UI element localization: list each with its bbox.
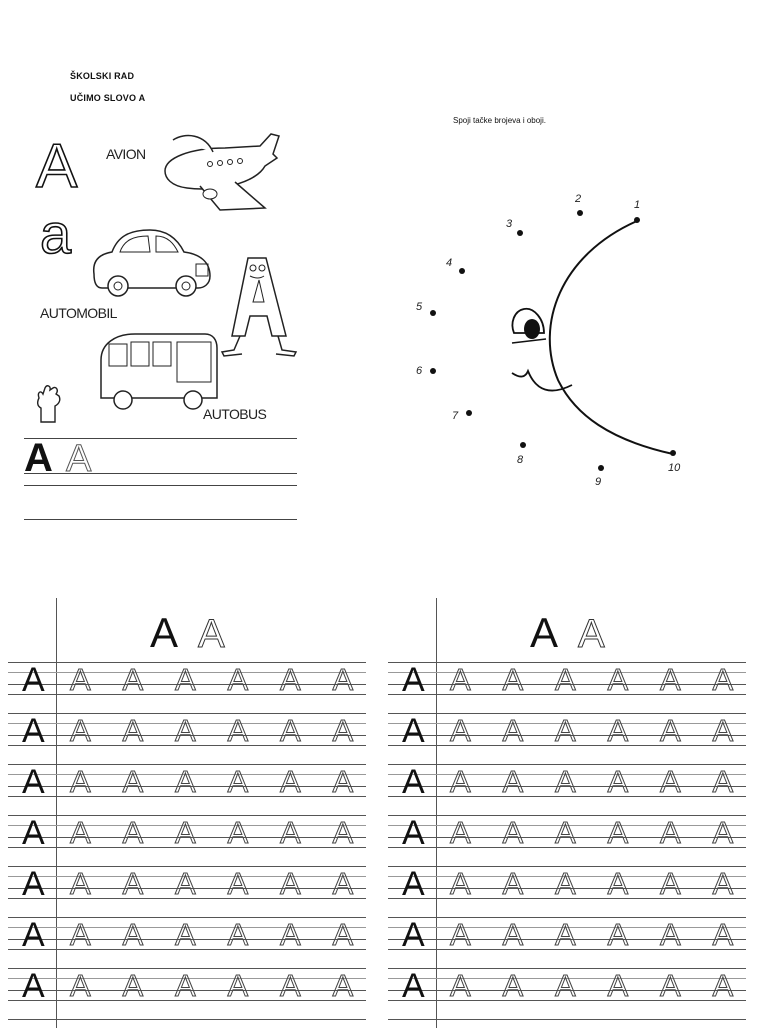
row-letter-dotted: A xyxy=(607,662,629,697)
row-letter-dotted: A xyxy=(122,764,144,799)
row-letter-dotted: A xyxy=(450,968,471,1003)
row-letter-dotted: A xyxy=(332,713,354,748)
row-letter-dotted: A xyxy=(660,662,681,697)
row-letter-dotted: A xyxy=(555,713,576,748)
row-letter-dotted: A xyxy=(660,815,681,850)
row-letter-dotted: A xyxy=(712,662,734,697)
word-automobil: AUTOMOBIL xyxy=(40,305,117,321)
row-letter-solid: A xyxy=(22,763,45,801)
row-letter-dotted: A xyxy=(332,764,354,799)
svg-text:A: A xyxy=(36,132,78,201)
dot-to-dot-instruction: Spoji tačke brojeva i oboji. xyxy=(453,116,546,125)
row-letter-dotted: A xyxy=(70,662,91,697)
row-letter-dotted: A xyxy=(502,968,524,1003)
row-letter-dotted: A xyxy=(555,662,576,697)
row-letter-dotted: A xyxy=(555,917,576,952)
page-subtitle: UČIMO SLOVO A xyxy=(70,93,146,103)
row-letter-dotted: A xyxy=(450,662,471,697)
row-letter-dotted: A xyxy=(227,917,249,952)
word-avion: AVION xyxy=(106,146,146,162)
row-letter-dotted: A xyxy=(502,815,524,850)
page-title: ŠKOLSKI RAD xyxy=(70,71,135,81)
header-letter-solid: A xyxy=(530,609,559,656)
row-letter-solid: A xyxy=(22,661,45,699)
row-letter-dotted: A xyxy=(280,764,301,799)
row-letter-dotted: A xyxy=(332,815,354,850)
svg-text:a: a xyxy=(40,202,72,265)
row-letter-dotted: A xyxy=(332,968,354,1003)
row-letter-dotted: A xyxy=(712,713,734,748)
row-letter-dotted: A xyxy=(555,866,576,901)
row-letter-solid: A xyxy=(402,763,425,801)
row-letter-solid: A xyxy=(402,967,425,1005)
header-letter-solid: A xyxy=(150,609,179,656)
dot-number-2: 2 xyxy=(575,193,582,205)
row-letter-dotted: A xyxy=(502,764,524,799)
row-letter-dotted: A xyxy=(607,764,629,799)
row-letter-dotted: A xyxy=(555,968,576,1003)
row-letter-solid: A xyxy=(22,712,45,750)
row-letter-solid: A xyxy=(22,916,45,954)
row-letter-dotted: A xyxy=(332,866,354,901)
dot-number-8: 8 xyxy=(517,454,524,466)
row-letter-dotted: A xyxy=(122,917,144,952)
row-letter-dotted: A xyxy=(502,713,524,748)
row-letter-dotted: A xyxy=(660,866,681,901)
row-letter-dotted: A xyxy=(175,917,196,952)
row-letter-dotted: A xyxy=(607,713,629,748)
row-letter-dotted: A xyxy=(450,764,471,799)
header-letter-dotted: A xyxy=(198,612,225,656)
row-letter-solid: A xyxy=(402,814,425,852)
row-letter-dotted: A xyxy=(122,968,144,1003)
row-letter-dotted: A xyxy=(175,713,196,748)
row-letter-dotted: A xyxy=(712,764,734,799)
row-letter-dotted: A xyxy=(712,917,734,952)
row-letter-dotted: A xyxy=(70,968,91,1003)
row-letter-dotted: A xyxy=(227,968,249,1003)
trace-letter-dotted: A xyxy=(66,438,92,480)
row-letter-dotted: A xyxy=(450,917,471,952)
row-letter-dotted: A xyxy=(122,866,144,901)
row-letter-dotted: A xyxy=(280,866,301,901)
header-letter-dotted: A xyxy=(578,612,605,656)
row-letter-dotted: A xyxy=(70,917,91,952)
row-letter-dotted: A xyxy=(227,713,249,748)
dot-number-6: 6 xyxy=(416,365,423,377)
dot-number-4: 4 xyxy=(446,257,453,269)
dot-number-7: 7 xyxy=(452,410,459,422)
dot-number-5: 5 xyxy=(416,301,423,313)
row-letter-dotted: A xyxy=(280,662,301,697)
row-letter-dotted: A xyxy=(122,815,144,850)
row-letter-dotted: A xyxy=(175,815,196,850)
row-letter-solid: A xyxy=(22,865,45,903)
row-letter-dotted: A xyxy=(70,713,91,748)
row-letter-dotted: A xyxy=(122,662,144,697)
row-letter-dotted: A xyxy=(332,662,354,697)
row-letter-solid: A xyxy=(22,814,45,852)
row-letter-dotted: A xyxy=(175,866,196,901)
row-letter-dotted: A xyxy=(450,815,471,850)
row-letter-solid: A xyxy=(402,865,425,903)
trace-letter-solid: A xyxy=(24,436,53,480)
row-letter-dotted: A xyxy=(660,764,681,799)
row-letter-dotted: A xyxy=(227,662,249,697)
row-letter-dotted: A xyxy=(227,866,249,901)
row-letter-dotted: A xyxy=(175,662,196,697)
row-letter-dotted: A xyxy=(280,917,301,952)
dot-number-10: 10 xyxy=(668,462,681,474)
row-letter-dotted: A xyxy=(607,815,629,850)
row-letter-solid: A xyxy=(402,916,425,954)
row-letter-dotted: A xyxy=(502,917,524,952)
row-letter-dotted: A xyxy=(70,866,91,901)
row-letter-dotted: A xyxy=(607,866,629,901)
row-letter-dotted: A xyxy=(122,713,144,748)
row-letter-dotted: A xyxy=(175,968,196,1003)
row-letter-dotted: A xyxy=(555,764,576,799)
row-letter-dotted: A xyxy=(502,662,524,697)
guide-line xyxy=(8,1019,366,1020)
row-letter-dotted: A xyxy=(227,764,249,799)
dot-number-9: 9 xyxy=(595,476,602,488)
row-letter-dotted: A xyxy=(712,815,734,850)
row-letter-dotted: A xyxy=(227,815,249,850)
row-letter-dotted: A xyxy=(660,968,681,1003)
row-letter-dotted: A xyxy=(660,713,681,748)
row-letter-dotted: A xyxy=(280,713,301,748)
row-letter-solid: A xyxy=(22,967,45,1005)
row-letter-dotted: A xyxy=(70,764,91,799)
row-letter-dotted: A xyxy=(280,815,301,850)
row-letter-dotted: A xyxy=(660,917,681,952)
row-letter-dotted: A xyxy=(450,713,471,748)
row-letter-dotted: A xyxy=(555,815,576,850)
dot-number-3: 3 xyxy=(506,218,513,230)
row-letter-dotted: A xyxy=(607,968,629,1003)
row-letter-dotted: A xyxy=(712,968,734,1003)
row-letter-solid: A xyxy=(402,712,425,750)
row-letter-dotted: A xyxy=(450,866,471,901)
row-letter-dotted: A xyxy=(712,866,734,901)
row-letter-solid: A xyxy=(402,661,425,699)
dot-number-1: 1 xyxy=(634,199,641,211)
row-letter-dotted: A xyxy=(332,917,354,952)
row-letter-dotted: A xyxy=(607,917,629,952)
row-letter-dotted: A xyxy=(280,968,301,1003)
row-letter-dotted: A xyxy=(175,764,196,799)
guide-line xyxy=(388,1019,746,1020)
row-letter-dotted: A xyxy=(70,815,91,850)
row-letter-dotted: A xyxy=(502,866,524,901)
word-autobus: AUTOBUS xyxy=(203,406,267,422)
